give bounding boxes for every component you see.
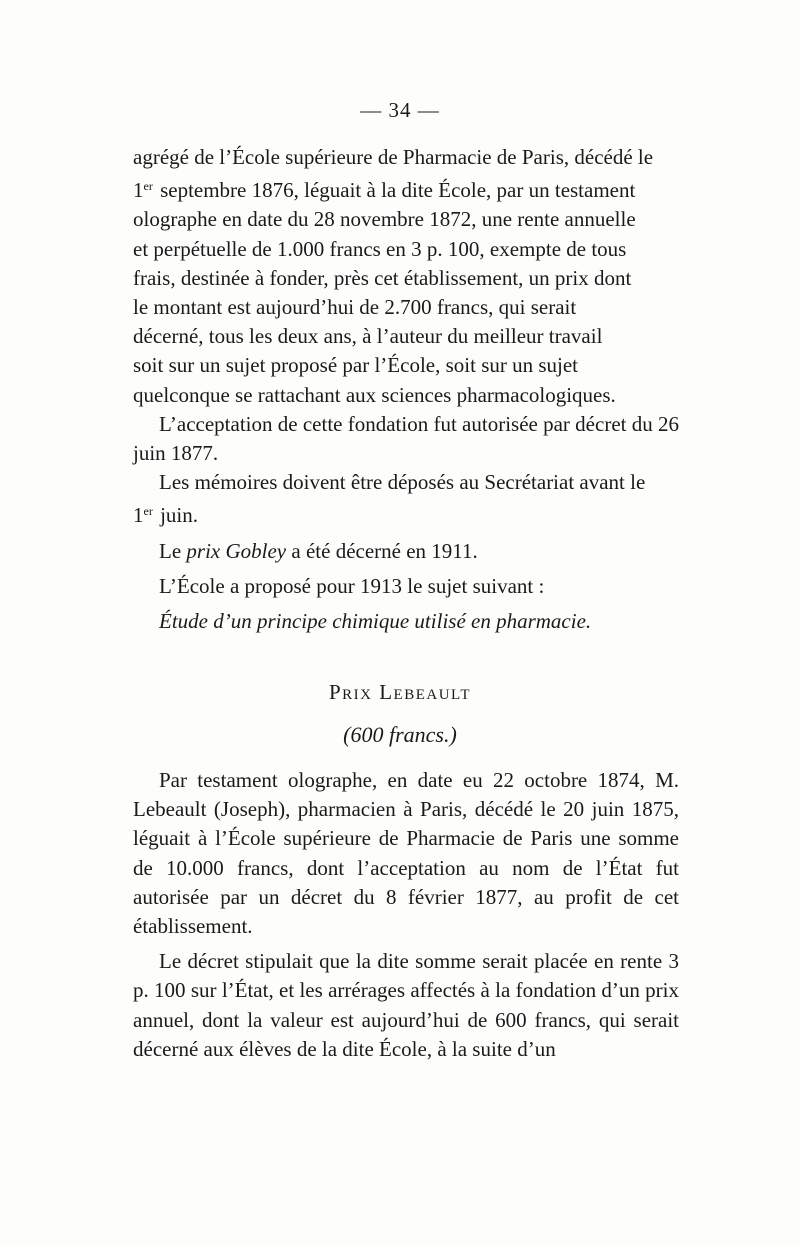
section-title: Prix Lebeault [328,680,472,704]
prize-awarded-rest: a été décerné en 1911. [291,538,478,563]
paragraph-prize-awarded [133,537,679,566]
line: le montant est aujourd’hui de 2.700 francs, qui serait [133,295,577,320]
paragraph-decree: Le décret stipulait que la dite somme serait placée en rente 3 p. 100 sur l’État, et les arrérages affectés à la fondation d’un prix annuel, dont la valeur est aujourd’hui de 600 francs, qui serait décerné aux élèves de la dite École, à la suite d’un [133,949,679,1061]
line: agrégé de l’École supérieure de Pharmacie de Paris, décédé le [133,145,654,169]
line: olographe en date du 28 novembre 1872, une rente annuelle [133,207,636,232]
text-block-upper [133,143,679,636]
paragraph-lebeault-bequest: Par testament olographe, en date eu 22 octobre 1874, M. Lebeault (Joseph), pharmacien à Paris, décédé le 20 juin 1875, léguait à l’École supérieure de Pharmacie de Paris une somme de 10.000 francs, dont l’acceptation au nom de l’État fut autorisée par un décret du 8 février 1877, au profit de cet établissement. [133,768,679,939]
ordinal-number: 1 [133,178,144,203]
ordinal-superscript: er [143,179,153,194]
ordinal-number: 1 [133,503,144,528]
line: décerné, tous les deux ans, à l’auteur du meilleur travail [133,324,603,349]
line: et perpétuelle de 1.000 francs en 3 p. 100, exempte de tous [133,236,627,261]
prize-name-italic: prix Gobley [186,538,287,563]
page-number: — 34 — [360,98,440,122]
line: frais, destinée à fonder, près cet établissement, un prix dont [133,265,632,290]
deadline-text: Les mémoires doivent être déposés au Secrétariat avant le [159,470,646,495]
paragraph-gobley-bequest [133,143,679,410]
deadline-date: juin. [160,503,198,528]
line: soit sur un sujet proposé par l’École, soit sur un sujet [133,353,579,378]
line: septembre 1876, léguait à la dite École, par un testament [160,178,636,203]
paragraph-subject-title: Étude d’un principe chimique utilisé en pharmacie. [159,609,592,634]
paragraph-deadline [133,468,679,530]
paragraph-acceptance: L’acceptation de cette fondation fut autorisée par décret du 26 juin 1877. [133,411,679,466]
line: quelconque se rattachant aux sciences pharmacologiques. [133,382,616,407]
prize-awarded-lead: Le [159,538,182,563]
paragraph-subject-intro: L’École a proposé pour 1913 le sujet suivant : [159,573,545,598]
section-subtitle: (600 francs.) [343,722,457,747]
text-block-lower [133,766,679,1064]
ordinal-superscript: er [143,504,153,519]
